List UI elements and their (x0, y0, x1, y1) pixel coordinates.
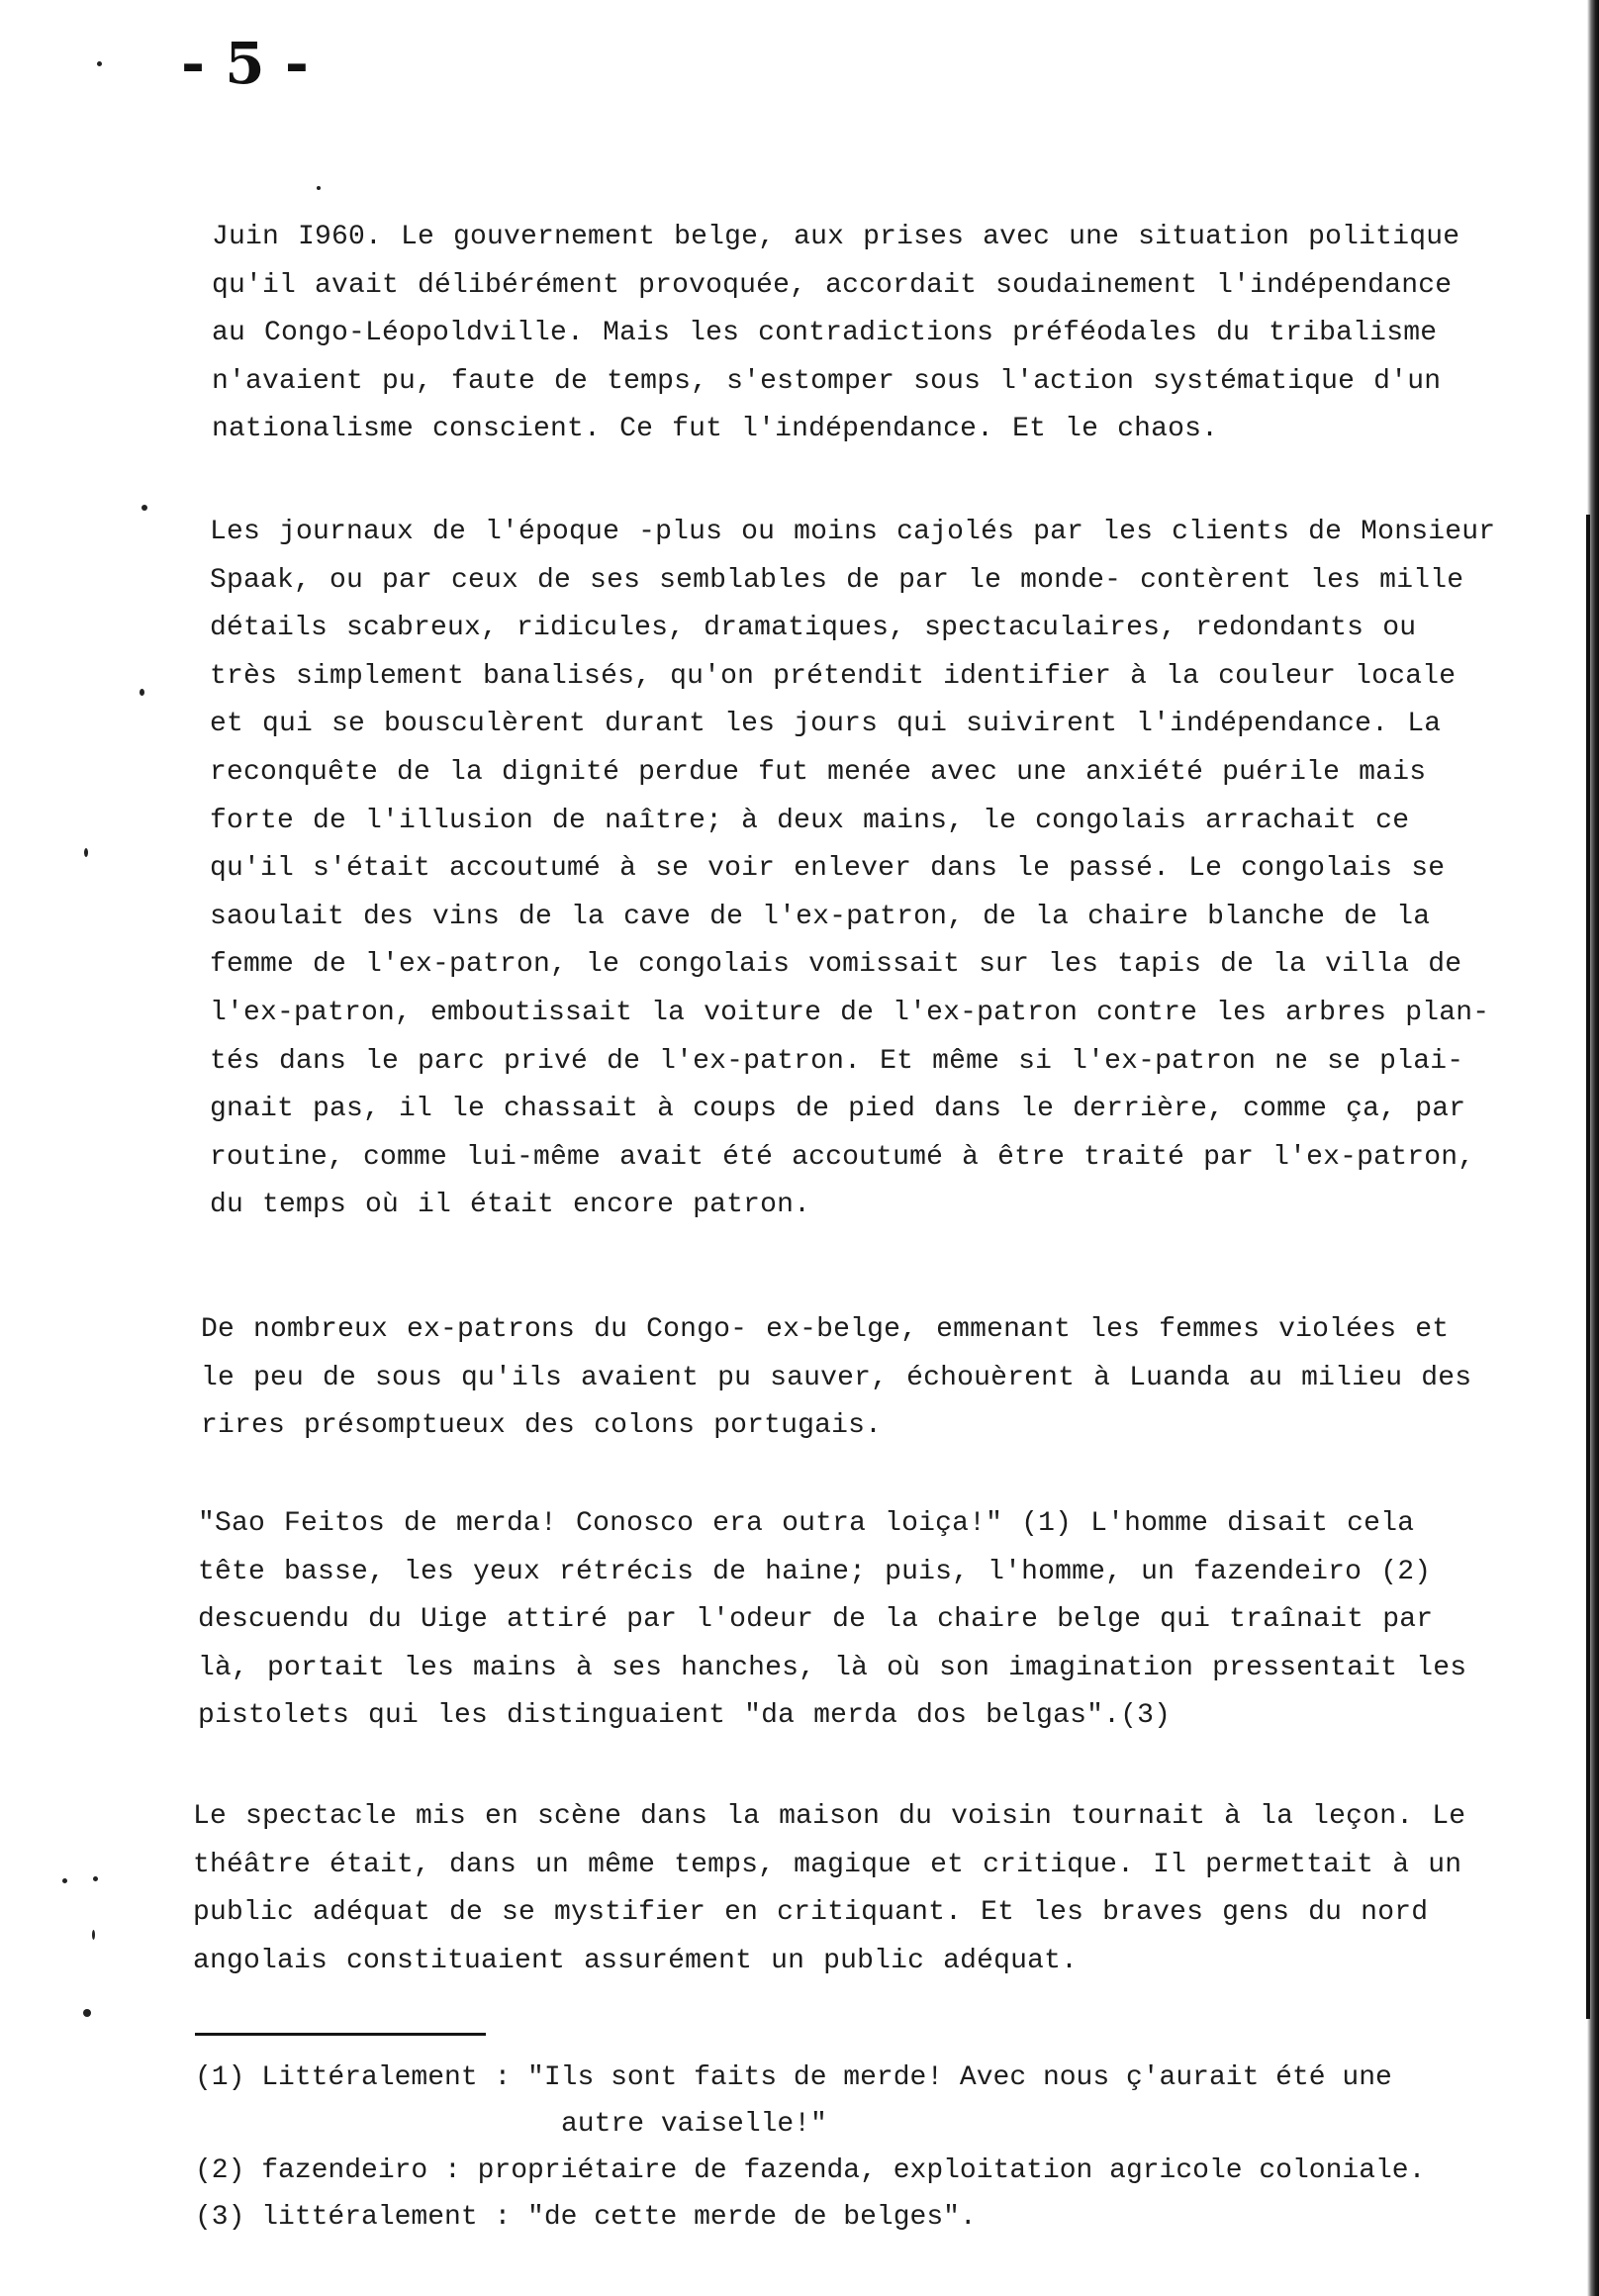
text-line: tés dans le parc privé de l'ex-patron. Et même si l'ex-patron ne se plai- (210, 1045, 1464, 1077)
text-line: rires présomptueux des colons portugais. (201, 1410, 883, 1442)
text-line: femme de l'ex-patron, le congolais vomissait sur les tapis de la villa de (210, 949, 1462, 981)
scan-speck (140, 689, 144, 696)
paragraph-spectacle (193, 1793, 1558, 1985)
paragraph-ex-patrons (201, 1306, 1566, 1451)
footnote-1: (1) Littéralement : "Ils sont faits de merde! Avec nous ç'aurait été une (195, 2062, 1392, 2093)
text-line: nationalisme conscient. Ce fut l'indépendance. Et le chaos. (212, 414, 1219, 445)
text-line: public adéquat de se mystifier en critiquant. Et les braves gens du nord (193, 1897, 1429, 1929)
scan-speck (97, 61, 102, 66)
text-line: descuendu du Uige attiré par l'odeur de la chaire belge qui traînait par (198, 1604, 1434, 1636)
paragraph-fazendeiro (198, 1500, 1563, 1741)
footnote-3: (3) littéralement : "de cette merde de belges". (195, 2202, 977, 2233)
text-line: détails scabreux, ridicules, dramatiques, spectaculaires, redondants ou (210, 613, 1417, 644)
text-line: l'ex-patron, emboutissait la voiture de l'ex-patron contre les arbres plan- (210, 997, 1490, 1028)
paragraph-newspapers (210, 509, 1585, 1230)
text-line: au Congo-Léopoldville. Mais les contradictions préféodales du tribalisme (212, 318, 1438, 349)
text-line: Le spectacle mis en scène dans la maison du voisin tournait à la leçon. Le (193, 1801, 1466, 1832)
text-line: du temps où il était encore patron. (210, 1190, 811, 1221)
text-line: De nombreux ex-patrons du Congo- ex-belge, emmenant les femmes violées et (201, 1314, 1450, 1345)
text-line: qu'il s'était accoutumé à se voir enlever dans le passé. Le congolais se (210, 853, 1446, 885)
scan-speck (93, 1876, 98, 1881)
text-line: "Sao Feitos de merda! Conosco era outra loiça!" (1) L'homme disait cela (198, 1508, 1415, 1539)
text-line: Spaak, ou par ceux de ses semblables de par le monde- contèrent les mille (210, 564, 1464, 596)
text-line: là, portait les mains à ses hanches, là où son imagination pressentait les (198, 1652, 1467, 1683)
text-line: Juin I960. Le gouvernement belge, aux prises avec une situation politique (212, 222, 1460, 252)
text-line: qu'il avait délibérément provoquée, accordait soudainement l'indépendance (212, 269, 1453, 301)
scan-speck (92, 1930, 95, 1940)
footnote-divider (195, 2033, 486, 2036)
footnote-1-continuation: autre vaiselle!" (561, 2109, 827, 2140)
text-line: n'avaient pu, faute de temps, s'estomper sous l'action systématique d'un (212, 365, 1442, 397)
text-line: routine, comme lui-même avait été accoutumé à être traité par l'ex-patron, (210, 1141, 1475, 1173)
paragraph-independence (212, 214, 1552, 454)
text-line: gnait pas, il le chassait à coups de pied dans le derrière, comme ça, par (210, 1094, 1466, 1125)
text-line: tête basse, les yeux rétrécis de haine; puis, l'homme, un fazendeiro (2) (198, 1556, 1432, 1587)
text-line: reconquête de la dignité perdue fut menée avec une anxiété puérile mais (210, 756, 1427, 788)
scan-speck (84, 848, 88, 857)
scan-speck (62, 1878, 67, 1883)
text-line: pistolets qui les distinguaient "da merda dos belgas".(3) (198, 1700, 1172, 1732)
scan-binding-shadow (1586, 515, 1590, 2019)
text-line: angolais constituaient assurément un public adéquat. (193, 1945, 1079, 1976)
text-line: Les journaux de l'époque -plus ou moins cajolés par les clients de Monsieur (210, 517, 1496, 547)
scan-speck (141, 505, 147, 511)
text-line: et qui se bousculèrent durant les jours qui suivirent l'indépendance. La (210, 709, 1442, 740)
text-line: saoulait des vins de la cave de l'ex-patron, de la chaire blanche de la (210, 901, 1431, 932)
text-line: le peu de sous qu'ils avaient pu sauver, échouèrent à Luanda au milieu des (201, 1362, 1472, 1393)
page-number: - 5 - (181, 30, 309, 97)
footnote-2: (2) fazendeiro : propriétaire de fazenda, exploitation agricole coloniale. (195, 2155, 1426, 2186)
text-line: théâtre était, dans un même temps, magique et critique. Il permettait à un (193, 1849, 1462, 1880)
text-line: très simplement banalisés, qu'on prétendit identifier à la couleur locale (210, 660, 1457, 692)
text-line: forte de l'illusion de naître; à deux mains, le congolais arrachait ce (210, 805, 1410, 836)
scan-speck (317, 186, 321, 190)
footnotes (195, 2055, 1580, 2241)
scan-speck (83, 2009, 91, 2017)
